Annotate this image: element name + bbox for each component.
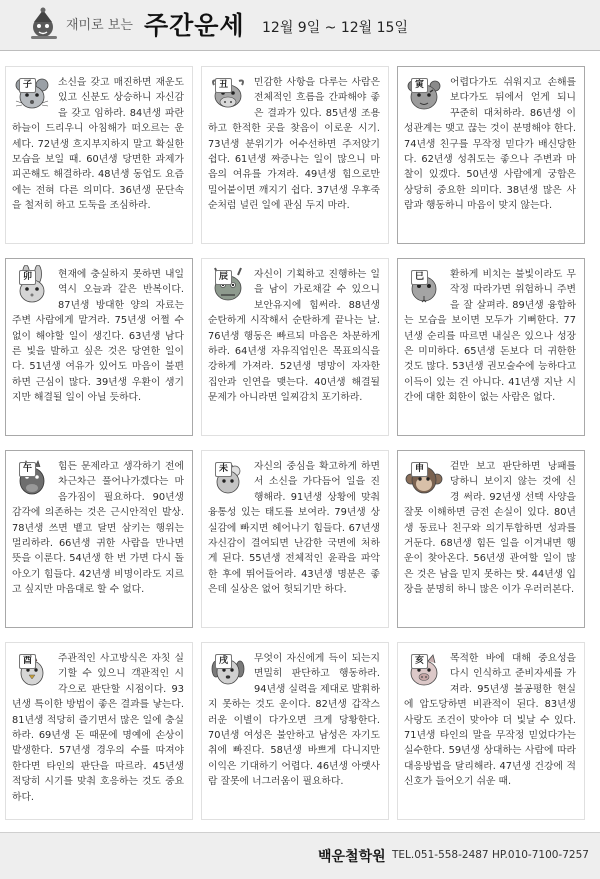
fortune-text: 자신이 기획하고 진행하는 일을 남이 가로채갈 수 있으니 보안유지에 힘써라. 88년생 순탄하게 시작해서 순탄하게 끝나는 날. 76년생 행동은 빠르되 마음은 차분하게 하라. 64년생 자유직업인은 목표의식을 강하게 가져라. 52년생 명망이 자자한 집안과 인연을 맺는다. 40년생 해결될 문제가 아니라면 일찌감치 포기하라. — [208, 269, 380, 404]
header — [0, 0, 600, 51]
zodiac-label: 未 — [215, 462, 232, 477]
fortune-cell-sheep — [201, 450, 389, 628]
fortune-text: 환하게 비치는 불빛이라도 무작정 따라가면 위험하니 주변을 잘 살펴라. 89년생 융합하는 모습을 보이면 모두가 기뻐한다. 77년생 순리를 따르면 내실은 있으나 성장은 미미하다. 65년생 돈보다 더 귀한한 것도 많다. 53년생 권모술수에 능하다고 이득이 있는 건 아니다. 41년생 지난 시간에 대한 회한이 없는 사람은 없다. — [404, 269, 576, 404]
zodiac-label: 亥 — [411, 654, 428, 669]
footer — [0, 832, 600, 879]
header-subtitle: 재미로 보는 — [66, 18, 133, 33]
fortune-cell-monkey — [397, 450, 585, 628]
fortune-cell-dog — [201, 642, 389, 820]
date-range: 12월 9일 ~ 12월 15일 — [262, 20, 408, 36]
footer-contact: TEL.051-558-2487 HP.010-7100-7257 — [392, 849, 589, 861]
zodiac-label: 申 — [411, 462, 428, 477]
fortune-text: 힘든 문제라고 생각하기 전에 차근차근 풀어나가겠다는 마음가짐이 필요하다. 90년생 감각에 의존하는 것은 근시안적인 발상. 78년생 쓰면 뱉고 달면 삼키는 행위는 멀리하라. 66년생 귀한 사람을 만나면 뜻을 이룬다. 54년생 한 번 가면 다시 돌아오기 힘들다. 42년생 비명이라도 지르고 싶지만 마음대로 할 수 없다. — [12, 461, 184, 596]
fortune-cell-rooster — [5, 642, 193, 820]
fortune-text: 현재에 충실하지 못하면 내일 역시 오늘과 같은 반복이다. 87년생 방대한 양의 자료는 주변 사람에게 맡겨라. 75년생 어쩔 수 없이 해야할 일이 생긴다. 63년생 남다른 빛을 발하고 싶은 것은 당연한 일이다. 51년생 여유가 있어도 마음이 불편하면 근심이 많다. 39년생 우환이 생기지만 해결될 일이 아닐 듯하다. — [12, 269, 184, 404]
zodiac-label: 辰 — [215, 270, 232, 285]
fortune-grid — [5, 66, 595, 828]
footer-name: 백운철학원 — [318, 849, 386, 865]
fortune-logo-icon — [28, 6, 60, 40]
fortune-cell-ox — [201, 66, 389, 244]
fortune-text: 목적한 바에 대해 중요성을 다시 인식하고 준비자세를 가져라. 95년생 불공평한 현실에 압도당하면 비관적이 된다. 83년생 사랑도 조건이 맞아야 더 빛날 수 있다. 71년생 타인의 말을 무작정 믿었다가는 실수한다. 59년생 상대하는 사람에 따라 대응방법을 달리해라. 47년생 건강에 적신호가 들어오기 쉬운 때. — [404, 653, 576, 788]
zodiac-label: 戌 — [215, 654, 232, 669]
zodiac-label: 子 — [19, 78, 36, 93]
fortune-text: 어렵다가도 쉬워지고 손해를 보다가도 뒤에서 얻게 되니 꾸준히 대처하라. 86년생 이성관계는 맺고 끊는 것이 분명해야 한다. 74년생 친구를 무작정 믿다가 배신당한다. 62년생 성취도는 좋으나 주변과 마찰이 있겠다. 50년생 사람에게 궁합은 상당히 중요한 의미다. 38년생 많은 사람과 행동하니 마음이 맞지 않는다. — [404, 77, 576, 212]
fortune-cell-rabbit — [5, 258, 193, 436]
fortune-cell-rat — [5, 66, 193, 244]
fortune-text: 자신의 중심을 확고하게 하면서 소신을 가다듬어 일을 진행해라. 91년생 상황에 맞춰 융통성 있는 태도를 보여라. 79년생 상실감에 빠지면 헤어나기 힘들다. 67년생 자신감이 결여되면 난감한 국면에 처하게 된다. 55년생 전체적인 윤곽을 파악한 후에 뛰어들어라. 43년생 명분은 좋은데 실상은 없어 헛되기만 하다. — [208, 461, 380, 596]
fortune-text: 주관적인 사고방식은 자칫 실기할 수 있으니 객관적인 시각으로 판단할 시점이다. 93년생 특이한 방법이 좋은 결과를 낳는다. 81년생 적당히 즐기면서 많은 일에 충실하라. 69년생 돈 때문에 명예에 손상이 발생한다. 57년생 경우의 수를 따져야 한다면 타인의 판단을 따르라. 45년생 적당히 시기를 맞춰 호응하는 것도 중요하다. — [12, 653, 184, 803]
zodiac-label: 卯 — [19, 270, 36, 285]
zodiac-label: 酉 — [19, 654, 36, 669]
zodiac-label: 寅 — [411, 78, 428, 93]
zodiac-label: 巳 — [411, 270, 428, 285]
fortune-cell-tiger — [397, 66, 585, 244]
fortune-text: 소신을 갖고 매진하면 재운도 있고 신분도 상승하니 자신감을 갖고 임하라. 84년생 파란 하늘이 드리우니 아침해가 떠오르는 운세다. 72년생 흐지부지하지 말고 확실한 모습을 보일 때. 60년생 당면한 과제가 피곤해도 해결하라. 48년생 동업도 요즘에는 전혀 다른 의미다. 36년생 문단속을 철저히 하고 도둑을 조심하라. — [12, 77, 184, 212]
page-title: 주간운세 — [144, 11, 245, 40]
fortune-text: 겉만 보고 판단하면 낭패를 당하니 보이지 않는 것에 신경 써라. 92년생 선택 사양을 잘못 이해하면 금전 손실이 있다. 80년생 동료나 친구와 의기투합하면 성과를 거둔다. 68년생 힘든 일을 이겨내면 행운이 찾아온다. 56년생 관여할 일이 많은 것은 남을 믿지 못하는 탓. 44년생 입장을 분명히 하니 많은 이가 우러러본다. — [404, 461, 576, 596]
zodiac-label: 丑 — [215, 78, 232, 93]
fortune-cell-pig — [397, 642, 585, 820]
fortune-text: 민감한 사항을 다루는 사람은 전체적인 흐름을 간파해야 좋은 결과가 있다. 85년생 조용하고 한적한 곳을 찾음이 이로운 시기. 73년생 분위기가 어수선하면 주저앉기 쉽다. 61년생 짜증나는 일이 많으니 마음의 여유를 가져라. 49년생 힘으로만 밀어붙이면 깨지기 쉽다. 37년생 우후죽순처럼 널린 일에 관심 두지 마라. — [208, 77, 380, 212]
fortune-cell-snake — [397, 258, 585, 436]
fortune-cell-dragon — [201, 258, 389, 436]
fortune-cell-horse — [5, 450, 193, 628]
fortune-text: 무엇이 자신에게 득이 되는지 면밀히 판단하고 행동하라. 94년생 실력을 제대로 발휘하지 못하는 것도 운이다. 82년생 갑작스러운 이별이 다가오면 크게 당황한다. 70년생 여성은 불안하고 남성은 자기도취에 빠진다. 58년생 바쁘게 다니지만 이익은 기대하기 어렵다. 46년생 아랫사람 잘못에 너그러움이 필요하다. — [208, 653, 380, 788]
zodiac-label: 午 — [19, 462, 36, 477]
